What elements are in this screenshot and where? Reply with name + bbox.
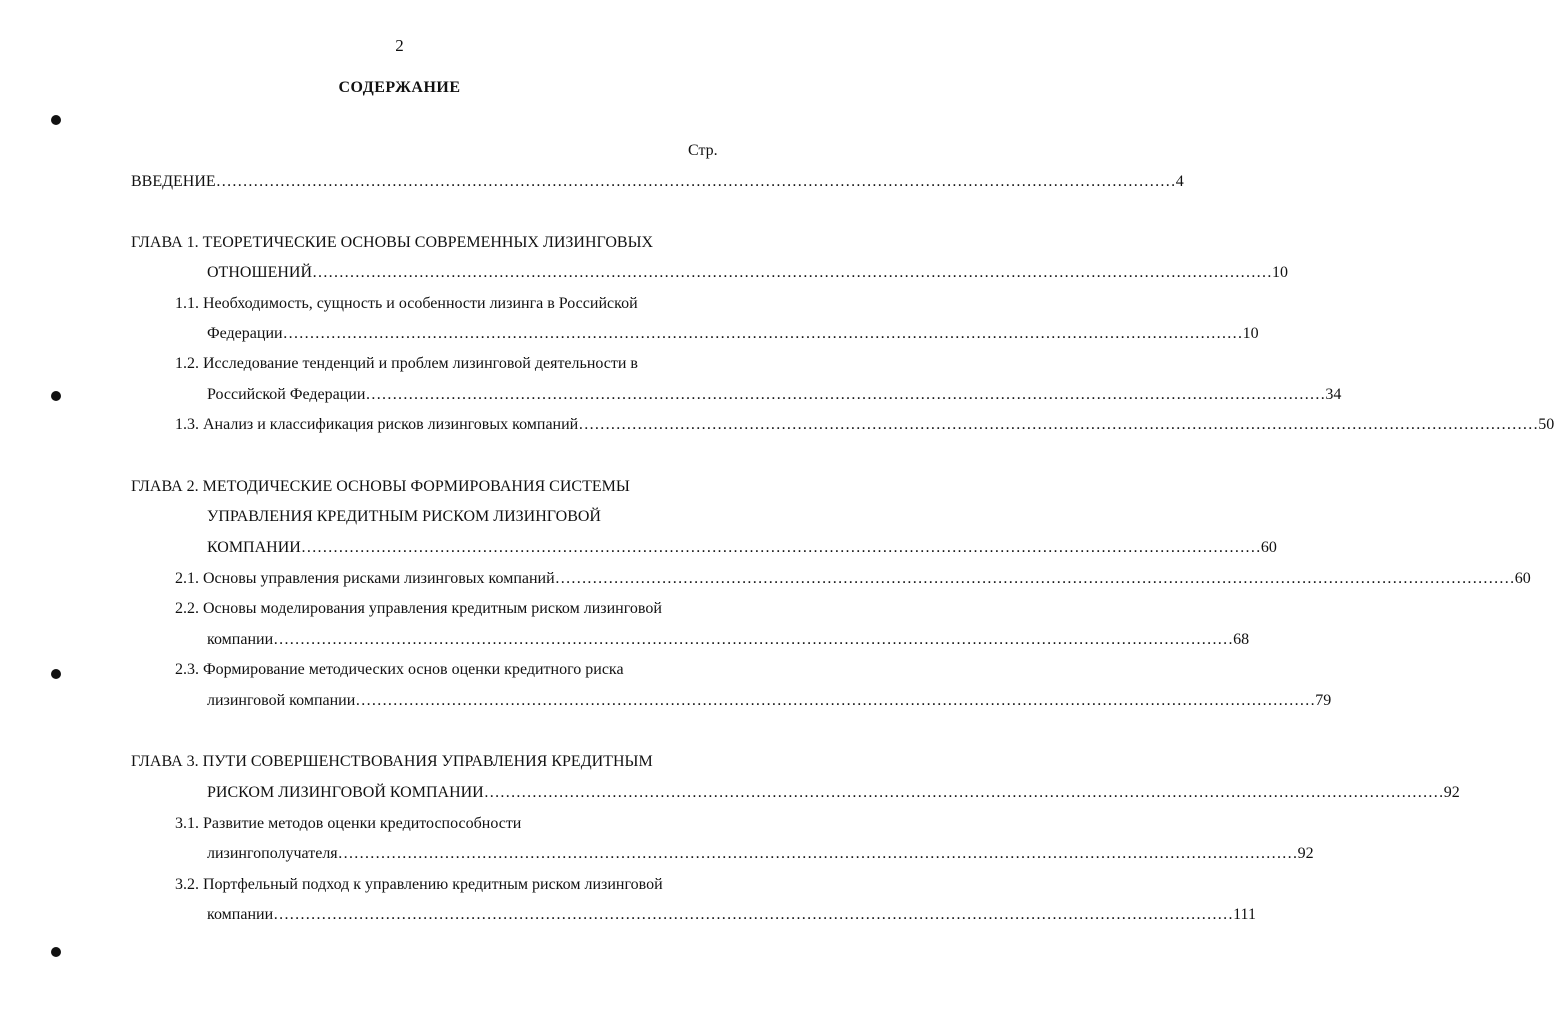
toc-leader-dots: ……………………………………………………………………………………………………………………………………………………………… <box>578 416 1539 433</box>
toc-leader-dots: ……………………………………………………………………………………………………………………………………………………………… <box>554 570 1515 587</box>
toc-section-2-3-title <box>175 661 624 679</box>
toc-chapter-2-title-cont <box>207 508 601 526</box>
punch-hole-icon <box>51 115 61 125</box>
toc-section-2-2-title <box>175 600 662 618</box>
toc-section-2-1 <box>175 570 1531 588</box>
toc-chapter-1-title <box>131 234 653 252</box>
toc-entry-title: РИСКОМ ЛИЗИНГОВОЙ КОМПАНИИ <box>207 784 484 801</box>
toc-leader-dots: ……………………………………………………………………………………………………………………………………………………………… <box>337 845 1298 862</box>
toc-entry-page: 60 <box>1260 539 1277 556</box>
toc-entry-page: 10 <box>1242 325 1259 342</box>
toc-leader-dots: ……………………………………………………………………………………………………………………………………………………………… <box>312 264 1273 281</box>
toc-chapter-2 <box>207 539 1277 557</box>
toc-section-1-2-title <box>175 355 638 373</box>
punch-hole-icon <box>51 669 61 679</box>
toc-section-1-3 <box>175 416 1554 434</box>
toc-section-1-1-title <box>175 295 638 313</box>
toc-entry-title: лизингополучателя <box>207 845 338 862</box>
toc-entry-page: 50 <box>1538 416 1554 433</box>
toc-section-3-2 <box>207 906 1256 924</box>
toc-entry-page: 60 <box>1514 570 1531 587</box>
toc-entry-title: ГЛАВА 3. ПУТИ СОВЕРШЕНСТВОВАНИЯ УПРАВЛЕНИЯ КРЕДИТНЫМ <box>131 753 653 770</box>
toc-entry-title: 3.2. Портфельный подход к управлению кредитным риском лизинговой <box>175 876 663 893</box>
toc-leader-dots: ……………………………………………………………………………………………………………………………………………………………… <box>355 692 1316 709</box>
toc-chapter-3-title <box>131 753 653 771</box>
page-title: СОДЕРЖАНИЕ <box>338 79 461 96</box>
toc-entry-page: 4 <box>1175 173 1184 190</box>
toc-entry-title: 1.3. Анализ и классификация рисков лизинговых компаний <box>175 416 579 433</box>
toc-entry-intro <box>131 173 1184 191</box>
toc-section-3-2-title <box>175 876 663 894</box>
toc-entry-page: 79 <box>1315 692 1332 709</box>
toc-section-3-1 <box>207 845 1314 863</box>
toc-entry-title: 1.1. Необходимость, сущность и особенности лизинга в Российской <box>175 295 638 312</box>
toc-entry-title: компании <box>207 631 274 648</box>
toc-entry-title: 3.1. Развитие методов оценки кредитоспособности <box>175 815 522 832</box>
punch-hole-icon <box>51 947 61 957</box>
page-number: 2 <box>395 36 404 55</box>
toc-entry-title: Российской Федерации <box>207 386 366 403</box>
toc-leader-dots: ……………………………………………………………………………………………………………………………………………………………… <box>483 784 1444 801</box>
page-column-label: Стр. <box>688 142 718 159</box>
toc-leader-dots: ……………………………………………………………………………………………………………………………………………………………… <box>365 386 1326 403</box>
toc-entry-title: 2.3. Формирование методических основ оценки кредитного риска <box>175 661 624 678</box>
toc-entry-title: лизинговой компании <box>207 692 356 709</box>
toc-leader-dots: ……………………………………………………………………………………………………………………………………………………………… <box>282 325 1243 342</box>
toc-chapter-1 <box>207 264 1289 282</box>
toc-chapter-3 <box>207 784 1460 802</box>
toc-entry-page: 92 <box>1297 845 1314 862</box>
toc-entry-title: 1.2. Исследование тенденций и проблем лизинговой деятельности в <box>175 355 638 372</box>
toc-leader-dots: ……………………………………………………………………………………………………………………………………………………………… <box>273 631 1234 648</box>
toc-entry-page: 92 <box>1443 784 1460 801</box>
toc-entry-page: 111 <box>1233 906 1256 923</box>
toc-section-2-3 <box>207 692 1332 710</box>
toc-entry-page: 34 <box>1325 386 1342 403</box>
toc-section-3-1-title <box>175 815 521 833</box>
punch-hole-icon <box>51 391 61 401</box>
toc-entry-title: компании <box>207 906 274 923</box>
toc-section-1-1 <box>207 325 1259 343</box>
toc-leader-dots: ……………………………………………………………………………………………………………………………………………………………… <box>215 173 1176 190</box>
toc-entry-title: ОТНОШЕНИЙ <box>207 264 313 281</box>
toc-entry-title: ГЛАВА 1. ТЕОРЕТИЧЕСКИЕ ОСНОВЫ СОВРЕМЕННЫХ ЛИЗИНГОВЫХ <box>131 234 654 251</box>
toc-leader-dots: ……………………………………………………………………………………………………………………………………………………………… <box>273 906 1234 923</box>
toc-entry-title: 2.1. Основы управления рисками лизинговых компаний <box>175 570 555 587</box>
toc-entry-title: Федерации <box>207 325 283 342</box>
toc-entry-title: УПРАВЛЕНИЯ КРЕДИТНЫМ РИСКОМ ЛИЗИНГОВОЙ <box>207 508 601 525</box>
toc-section-1-2 <box>207 386 1342 404</box>
toc-entry-title: 2.2. Основы моделирования управления кредитным риском лизинговой <box>175 600 662 617</box>
toc-entry-page: 68 <box>1233 631 1250 648</box>
toc-section-2-2 <box>207 631 1250 649</box>
toc-chapter-2-title <box>131 478 630 496</box>
toc-entry-title: ВВЕДЕНИЕ <box>131 173 216 190</box>
toc-entry-title: КОМПАНИИ <box>207 539 301 556</box>
toc-entry-page: 10 <box>1272 264 1289 281</box>
toc-leader-dots: ……………………………………………………………………………………………………………………………………………………………… <box>300 539 1261 556</box>
toc-entry-title: ГЛАВА 2. МЕТОДИЧЕСКИЕ ОСНОВЫ ФОРМИРОВАНИЯ СИСТЕМЫ <box>131 478 630 495</box>
